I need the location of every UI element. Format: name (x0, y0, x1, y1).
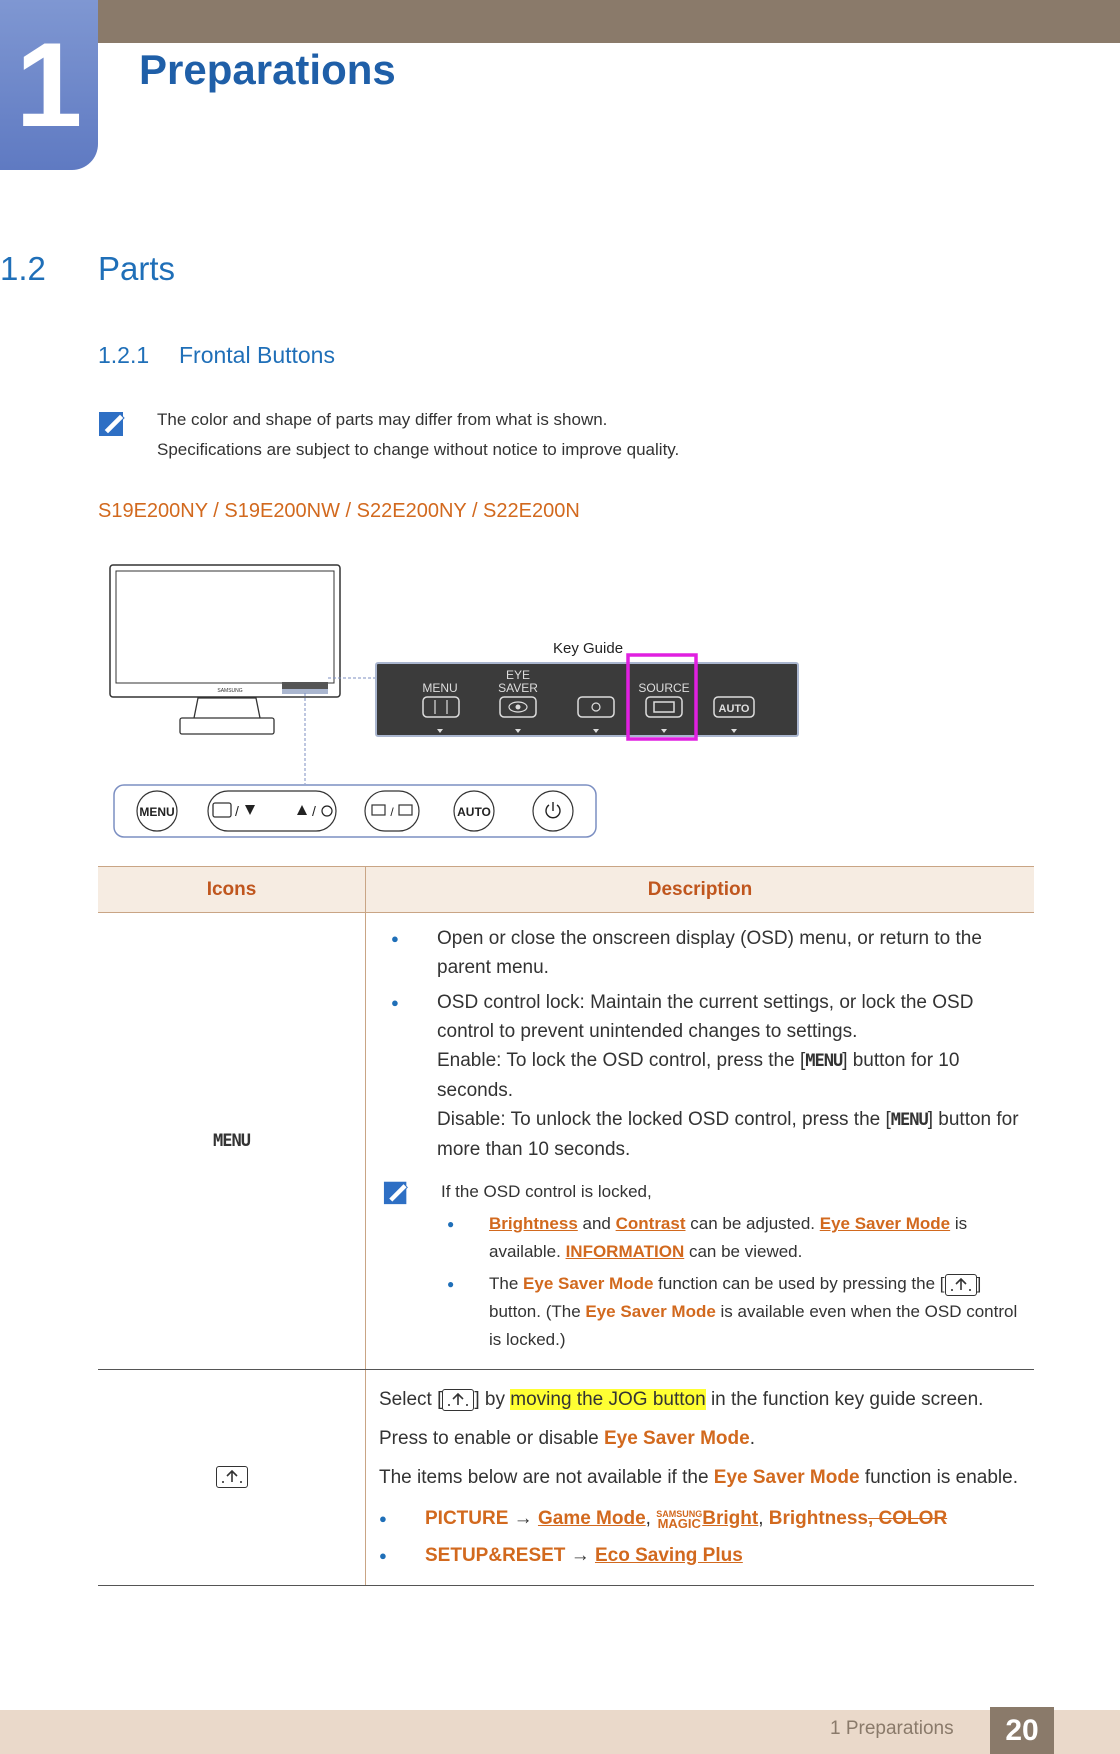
guide-brightness-icon (578, 697, 614, 717)
table-row (98, 1370, 1034, 1586)
lock-note: If the OSD control is locked, ● Brightness and Contrast can be adjusted. Eye Saver Mode is available. INFORMATION can be viewed. ● The Eye Saver Mode function can be used by pressing the [ ] button. (The Eye Saver Mode is available even when the OSD control is locked.) (379, 1178, 1021, 1354)
monitor-brand: SAMSUNG (217, 688, 243, 694)
bullet-icon: ● (379, 1511, 387, 1526)
samsung-magic-bottom: MAGIC (657, 1515, 701, 1531)
page-number: 20 (990, 1707, 1054, 1754)
menu-icon: MENU (213, 1131, 250, 1151)
footer-bar-right (1054, 1710, 1120, 1754)
guide-source-icon (646, 697, 682, 717)
header-description: Description (366, 867, 1035, 913)
note-pencil-icon (383, 1178, 411, 1206)
list-item: ● PICTURE → Game Mode, SAMSUNG MAGIC Bright, Brightness, COLOR (379, 1504, 1021, 1533)
parts-table (98, 866, 1034, 1586)
svg-text:/: / (235, 803, 239, 819)
list-item: ● OSD control lock: Maintain the current settings, or lock the OSD control to prevent unintended changes to settings. Enable: To lock the OSD control, press the [MENU] button for 10 seconds. Disable: To unlock the locked OSD control, press the [MENU] button for more than 10 seconds. (379, 988, 1021, 1164)
note-line-1: The color and shape of parts may differ from what is shown. (157, 410, 608, 429)
subsection-number: 1.2.1 (98, 342, 150, 368)
bullet-icon: ● (447, 1217, 455, 1231)
front-jog-button (208, 791, 336, 831)
monitor-stand-base (180, 718, 274, 734)
guide-key-saver-label: SAVER (498, 681, 538, 695)
guide-menu-icon (423, 697, 459, 717)
footer-chapter-label: 1 Preparations (830, 1718, 954, 1739)
subsection-title: Frontal Buttons (179, 342, 335, 368)
table-header-row (98, 867, 1034, 913)
chapter-number-tab (0, 0, 98, 170)
section-title: Parts (98, 250, 176, 287)
table-row (98, 913, 1034, 1370)
row1-icon-cell (98, 913, 366, 1370)
eye-saver-button-icon (945, 1274, 977, 1296)
chapter-top-bar (98, 0, 1120, 43)
monitor-button-strip (282, 682, 328, 689)
monitor-screen (116, 571, 334, 683)
list-item: ● The Eye Saver Mode function can be used by pressing the [ ] button. (The Eye Saver Mode is available even when the OSD control is locked.) (441, 1270, 1021, 1354)
list-item: ● Brightness and Contrast can be adjusted. Eye Saver Mode is available. INFORMATION can be viewed. (441, 1210, 1021, 1266)
eye-saver-button-icon (442, 1389, 474, 1411)
bullet-icon: ● (447, 1277, 455, 1291)
chapter-number: 1 (15, 18, 83, 152)
svg-text:/: / (312, 803, 316, 819)
header-icons: Icons (98, 867, 366, 913)
highlighted-text: moving the JOG button (510, 1389, 706, 1410)
front-button-panel (114, 785, 596, 837)
model-heading: S19E200NY / S19E200NW / S22E200NY / S22E200N (98, 500, 580, 522)
guide-key-auto-label: AUTO (718, 703, 750, 715)
frontal-buttons-figure (0, 560, 1120, 850)
row1-description-cell (366, 913, 1035, 1370)
chapter-title: Preparations (139, 46, 396, 93)
menu-key-glyph: MENU (890, 1110, 928, 1130)
row2-icon-cell (98, 1370, 366, 1586)
section-number: 1.2 (0, 250, 46, 287)
list-item: ● Open or close the onscreen display (OSD) menu, or return to the parent menu. (379, 924, 1021, 982)
note-pencil-icon (98, 408, 128, 438)
list-item: ● SETUP&RESET → Eco Saving Plus (379, 1541, 1021, 1570)
eye-saver-icon (216, 1466, 248, 1488)
guide-key-menu-label: MENU (422, 681, 458, 695)
bullet-icon: ● (379, 1548, 387, 1563)
row2-description-cell: Select [ ] by moving the JOG button in the function key guide screen. Press to enable or disable Eye Saver Mode. The items below are not available if the Eye Saver Mode function is enable. ● PICTURE → Game Mode, SAMSUNG MAGIC Bright, Brightness, COLOR ● SETUP&RESET → Eco Saving Plus (366, 1370, 1035, 1586)
guide-key-source-label: SOURCE (638, 681, 690, 695)
bullet-icon: ● (391, 995, 399, 1010)
menu-key-glyph: MENU (805, 1051, 843, 1071)
samsung-magic-top: SAMSUNG (656, 1508, 703, 1519)
note-line-2: Specifications are subject to change without notice to improve quality. (157, 440, 680, 459)
front-menu-label: MENU (139, 805, 175, 819)
key-guide-label: Key Guide (553, 640, 624, 657)
bullet-icon: ● (391, 931, 399, 946)
svg-text:/: / (390, 805, 394, 819)
front-auto-label: AUTO (457, 805, 491, 819)
guide-key-eye-label: EYE (505, 668, 531, 682)
